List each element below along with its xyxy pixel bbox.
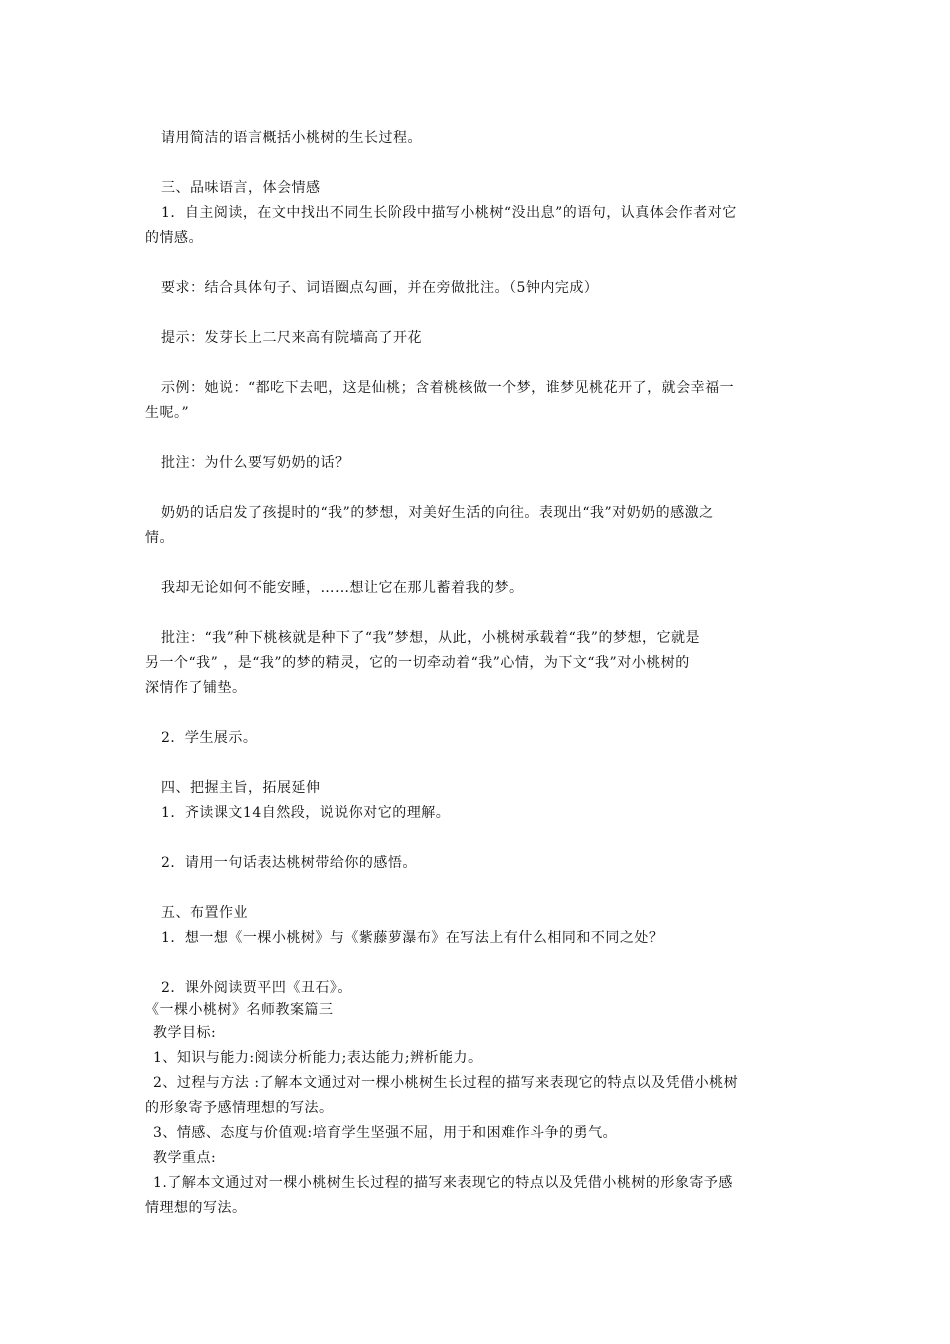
section-heading: 三、品味语言，体会情感 (161, 180, 321, 196)
text-line: 另一个“我” ，是“我”的梦的精灵，它的一切牵动着“我”心情，为下文“我”对小桃树的 (145, 655, 690, 671)
text-line: 生呢。” (145, 405, 190, 421)
text-line: 1．想一想《一棵小桃树》与《紫藤萝瀑布》在写法上有什么相同和不同之处？ (161, 930, 664, 946)
text-line: 示例：她说：“都吃下去吧，这是仙桃；含着桃核做一个梦，谁梦见桃花开了，就会幸福一 (161, 380, 735, 396)
text-line: 批注：为什么要写奶奶的话？ (161, 455, 350, 471)
text-line: 2、过程与方法 :了解本文通过对一棵小桃树生长过程的描写来表现它的特点以及凭借小桃树 (153, 1075, 739, 1091)
text-line: 情理想的写法。 (145, 1200, 247, 1216)
text-line: 的形象寄予感情理想的写法。 (145, 1100, 334, 1116)
section-heading: 五、布置作业 (161, 905, 248, 921)
text-line: 请用简洁的语言概括小桃树的生长过程。 (161, 130, 422, 146)
text-line: 1.了解本文通过对一棵小桃树生长过程的描写来表现它的特点以及凭借小桃树的形象寄予感 (153, 1175, 733, 1191)
text-line: 教学目标: (153, 1025, 217, 1041)
text-line: 2．请用一句话表达桃树带给你的感悟。 (161, 855, 417, 871)
text-line: 奶奶的话启发了孩提时的“我”的梦想，对美好生活的向往。表现出“我”对奶奶的感激之 (161, 505, 714, 521)
text-line: 深情作了铺垫。 (145, 680, 247, 696)
text-line: 的情感。 (145, 230, 203, 246)
text-line: 2．课外阅读贾平凹《丑石》。 (161, 980, 352, 996)
section-heading: 四、把握主旨，拓展延伸 (161, 780, 321, 796)
text-line: 要求：结合具体句子、词语圈点勾画，并在旁做批注。（5钟内完成） (161, 280, 599, 296)
text-line: 教学重点: (153, 1150, 217, 1166)
text-line: 1．齐读课文14自然段，说说你对它的理解。 (161, 805, 451, 821)
document-title: 《一棵小桃树》名师教案篇三 (145, 1002, 334, 1018)
text-line: 2．学生展示。 (161, 730, 258, 746)
text-line: 1．自主阅读，在文中找出不同生长阶段中描写小桃树“没出息”的语句，认真体会作者对它 (161, 205, 737, 221)
text-line: 情。 (145, 530, 174, 546)
text-line: 3、情感、态度与价值观:培育学生坚强不屈，用于和困难作斗争的勇气。 (153, 1125, 618, 1141)
text-line: 提示：发芽长上二尺来高有院墙高了开花 (161, 330, 422, 346)
text-line: 1、知识与能力:阅读分析能力;表达能力;辨析能力。 (153, 1050, 483, 1066)
text-line: 我却无论如何不能安睡，……想让它在那儿蓄着我的梦。 (161, 580, 524, 596)
text-line: 批注：“我”种下桃核就是种下了“我”梦想，从此，小桃树承载着“我”的梦想，它就是 (161, 630, 700, 646)
